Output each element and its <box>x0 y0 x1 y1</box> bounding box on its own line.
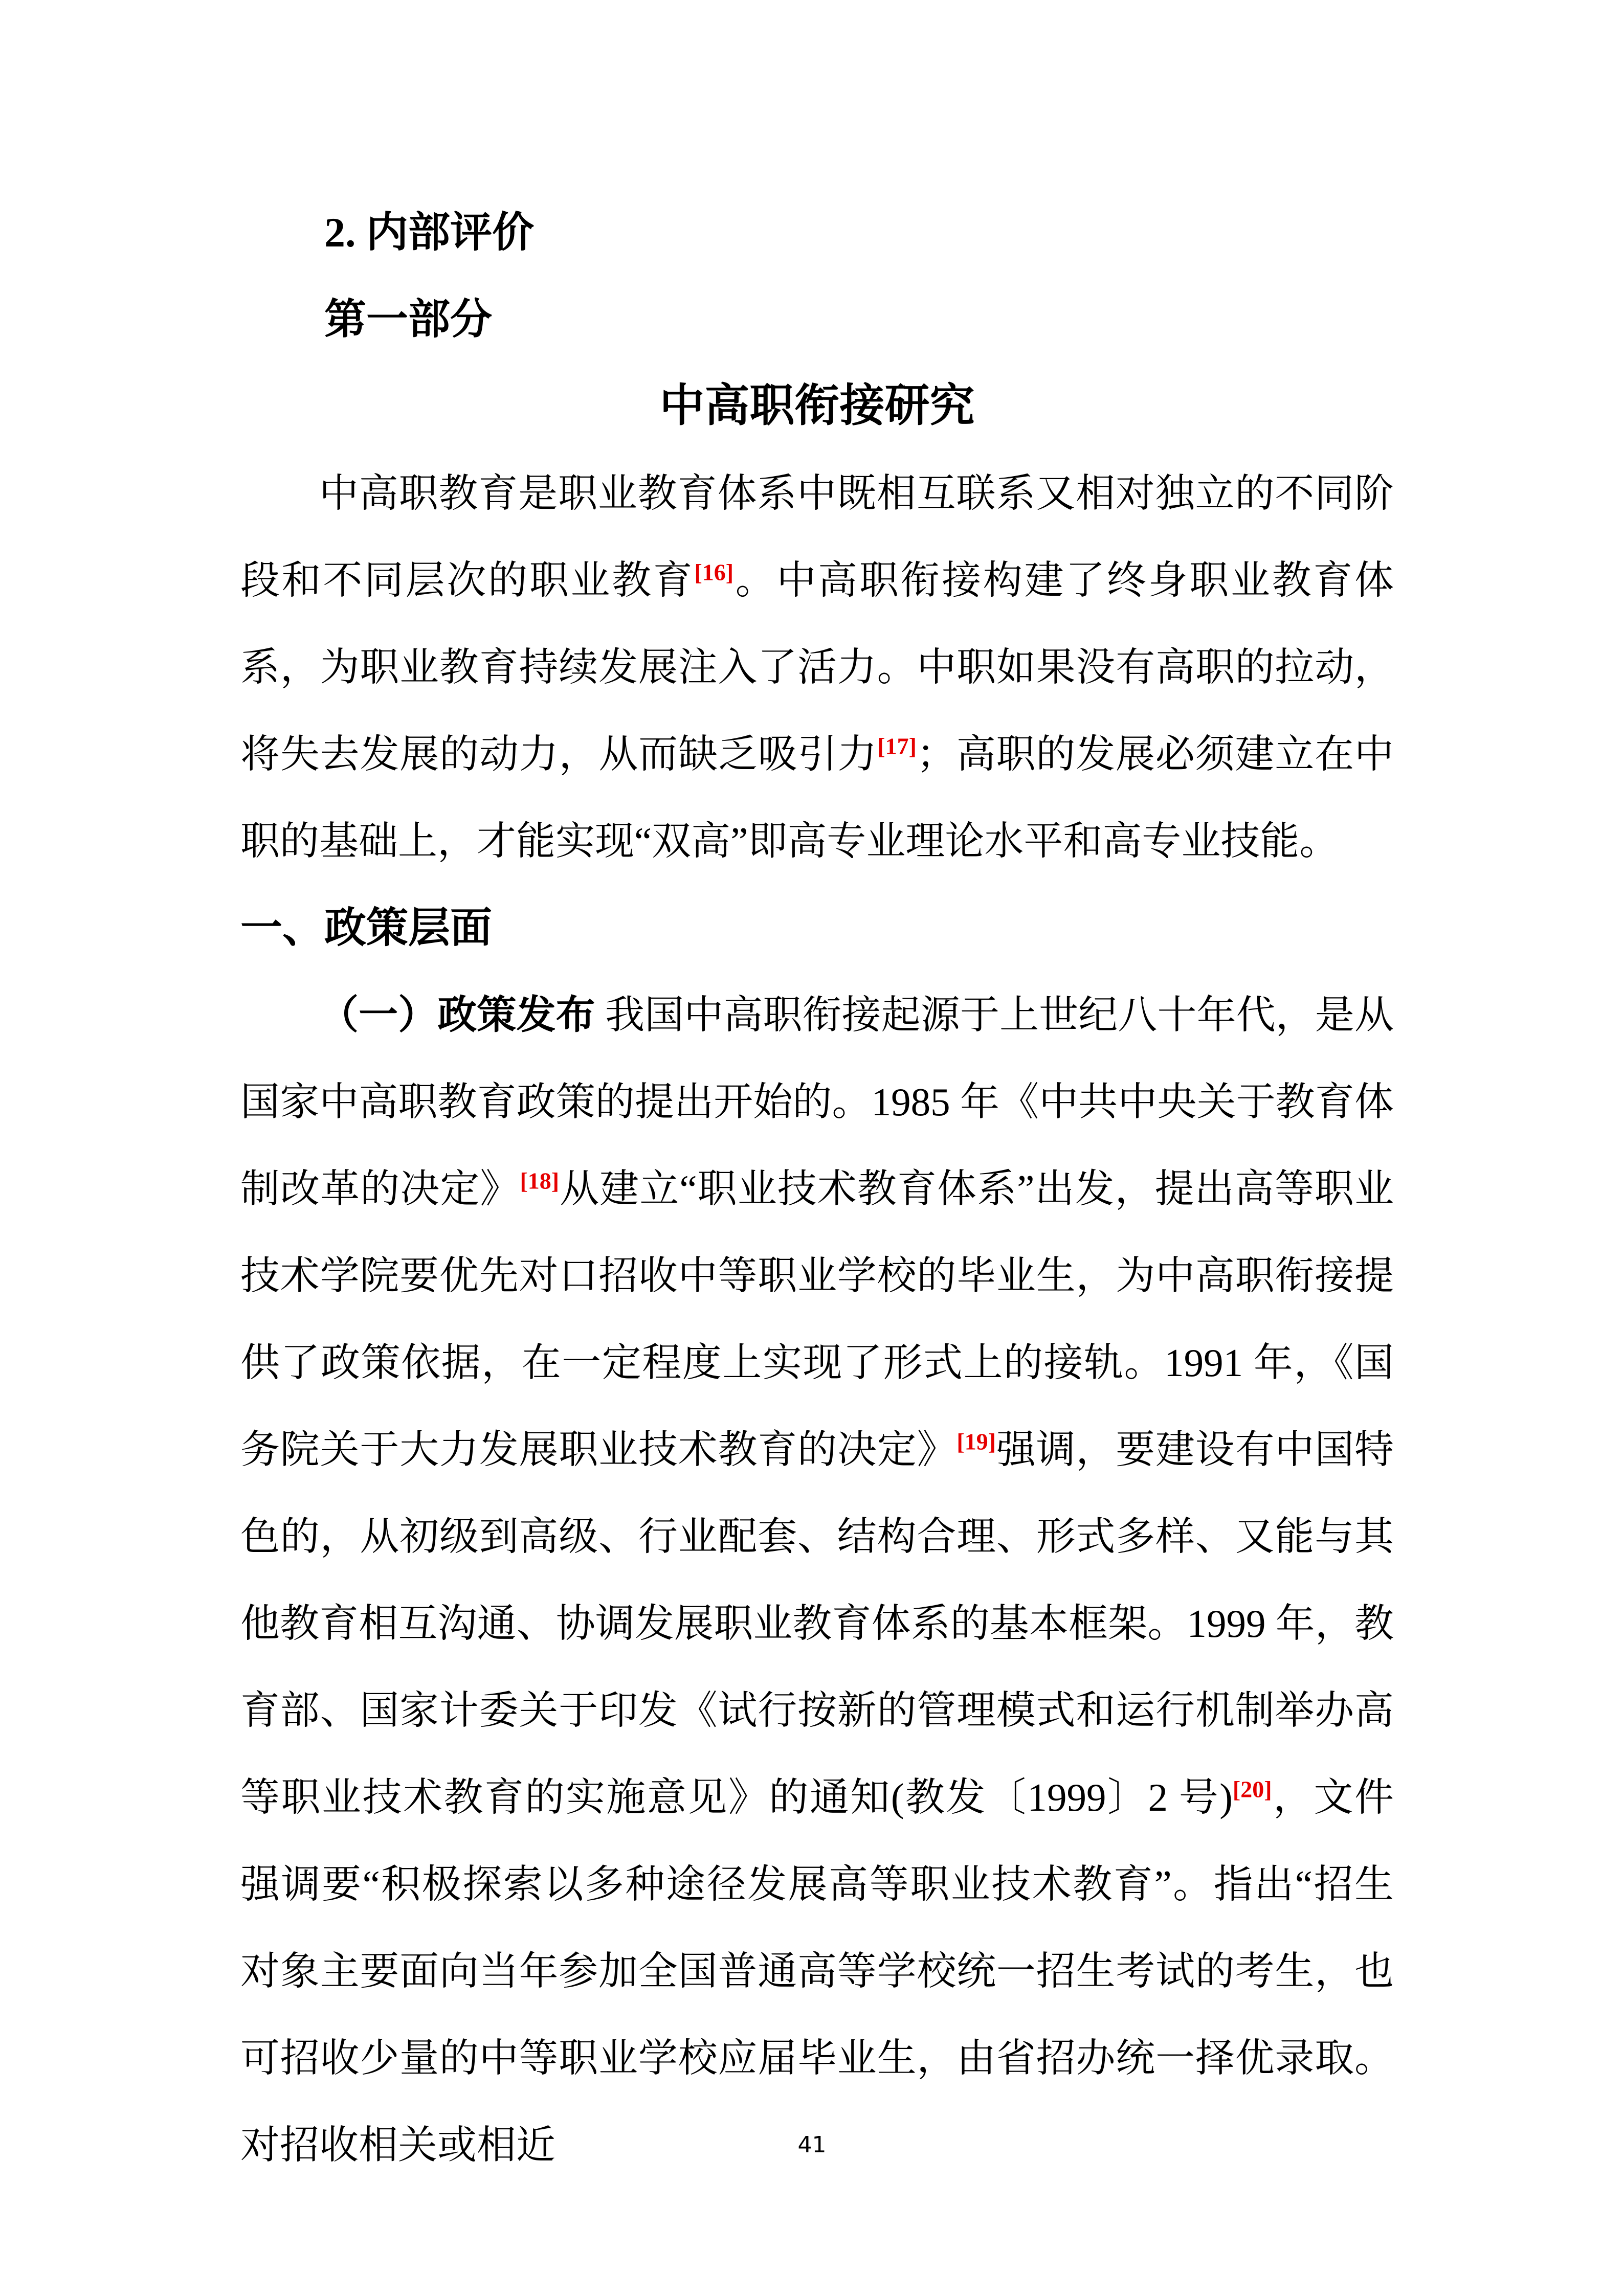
footnote-ref: [20] <box>1232 1776 1272 1803</box>
footnote-ref: [17] <box>877 733 917 759</box>
section-heading-internal-evaluation: 2. 内部评价 <box>324 209 535 256</box>
page-number: 41 <box>797 2132 827 2158</box>
document-content <box>240 189 1394 2189</box>
text-segment: 中高职教育是职业教育体系中既相互联系又相对独立的不同阶段和不同层次的职业教育 <box>240 471 1394 602</box>
text-segment: 。中高职衔接构建了终身职业教育体系，为职业教育持续发展注入了活力。中职如果没有高职的拉动，将失去发展的动力，从而缺乏吸引力 <box>240 558 1394 776</box>
section-heading-policy-level: 一、政策层面 <box>240 905 493 951</box>
text-segment: 强调，要建设有中国特色的，从初级到高级、行业配套、结构合理、形式多样、又能与其他教育相互沟通、协调发展职业教育体系的基本框架。1999 年，教育部、国家计委关于印发《试行按新的管理模式和运行机制举办高等职业技术教育的实施意见》的通知(教发〔1999〕2 号) <box>240 1428 1394 1819</box>
text-segment: （一）政策发布 <box>319 993 595 1037</box>
paragraph-2 <box>240 972 1394 2189</box>
footnote-ref: [16] <box>694 559 734 586</box>
document-title: 中高职衔接研究 <box>659 381 975 431</box>
paragraph-1 <box>240 450 1394 885</box>
text-segment: 我国中高职衔接起源于上世纪八十年代，是从国家中高职教育政策的提出开始的。1985 年《中共中央关于教育体制改革的决定》 <box>240 993 1394 1211</box>
footnote-ref: [18] <box>520 1167 560 1194</box>
footnote-ref: [19] <box>956 1428 996 1455</box>
text-segment: 从建立“职业技术教育体系”出发，提出高等职业技术学院要优先对口招收中等职业学校的毕业生，为中高职衔接提供了政策依据，在一定程度上实现了形式上的接轨。1991 年，《国务院关于大力发展职业技术教育的决定》 <box>240 1167 1394 1472</box>
text-segment: ；高职的发展必须建立在中职的基础上，才能实现“双高”即高专业理论水平和高专业技能。 <box>240 732 1394 863</box>
part-heading: 第一部分 <box>324 296 493 343</box>
text-segment: ，文件强调要“积极探索以多种途径发展高等职业技术教育”。指出“招生对象主要面向当年参加全国普通高等学校统一招生考试的考生，也可招收少量的中等职业学校应届毕业生，由省招办统一择优录取。对招收相关或相近 <box>240 1775 1394 2167</box>
